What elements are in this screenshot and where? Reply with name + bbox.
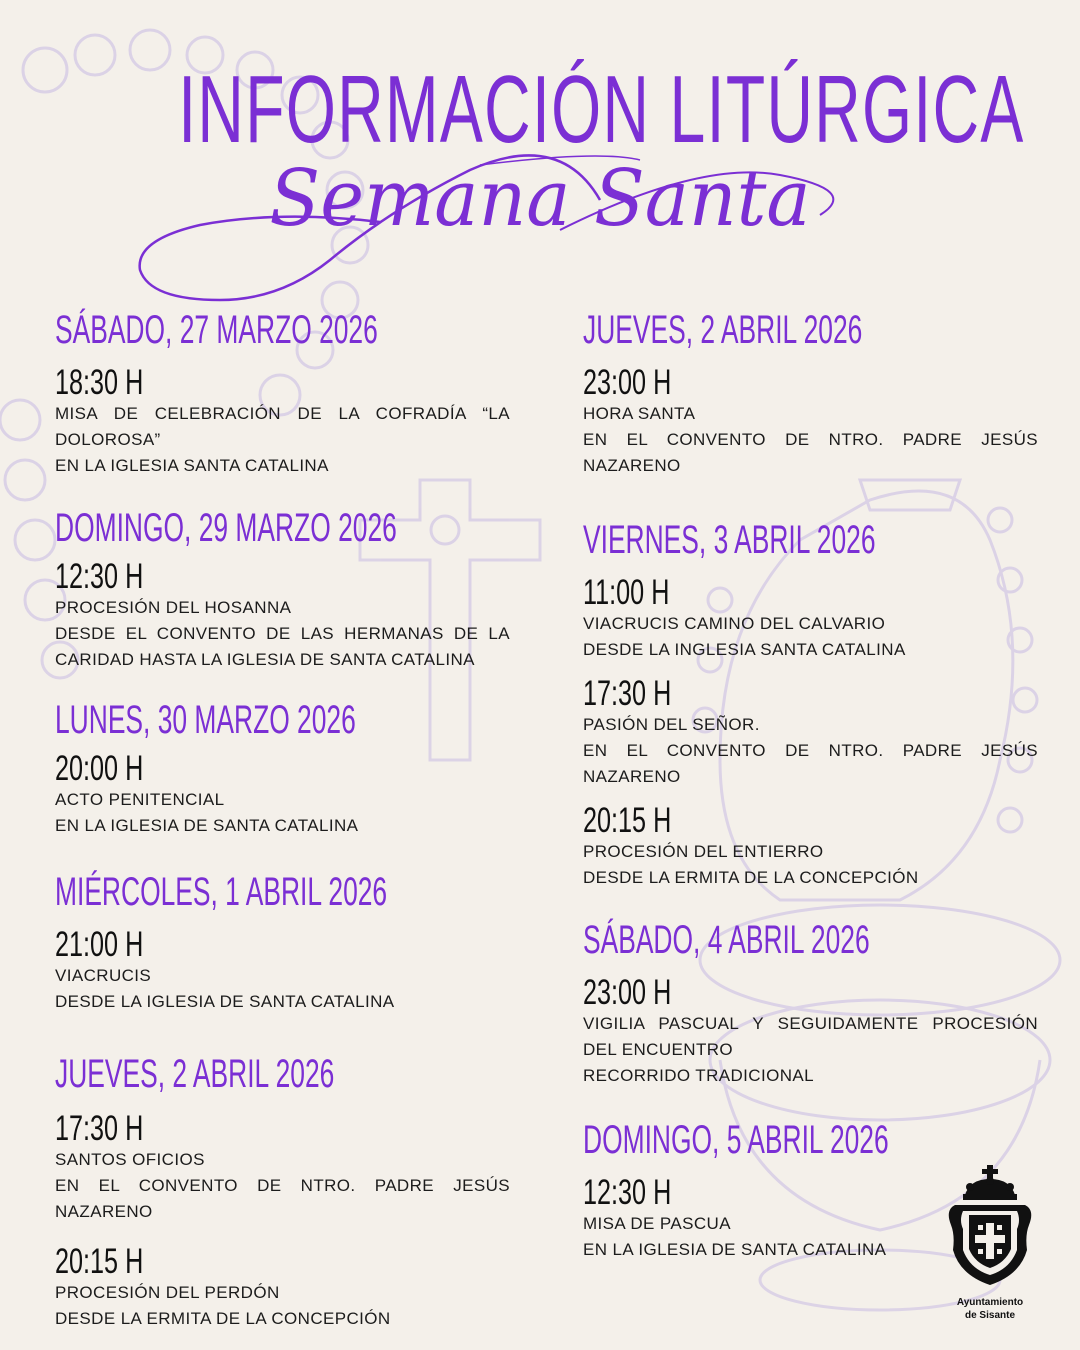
event	[55, 926, 510, 1015]
day-block	[55, 1052, 510, 1332]
event	[55, 1243, 510, 1332]
page-subtitle: Semana Santa	[269, 154, 811, 244]
day-title: DOMINGO, 5 ABRIL 2026	[583, 1118, 889, 1162]
event-location: DESDE EL CONVENTO DE LAS HERMANAS DE LA CARIDAD HASTA LA IGLESIA DE SANTA CATALINA	[55, 624, 510, 669]
event-description: VIACRUCIS CAMINO DEL CALVARIO	[583, 614, 886, 633]
event-time: 23:00 H	[583, 973, 672, 1012]
event-location: EN EL CONVENTO DE NTRO. PADRE JESÚS NAZARENO	[583, 741, 1038, 786]
event-location: EN EL CONVENTO DE NTRO. PADRE JESÚS NAZARENO	[55, 1176, 510, 1221]
event	[583, 574, 1038, 663]
day-block	[583, 308, 1038, 479]
event-time: 20:15 H	[583, 801, 672, 840]
event-location: RECORRIDO TRADICIONAL	[583, 1066, 815, 1085]
day-block	[55, 870, 510, 1015]
event	[55, 558, 510, 673]
event	[55, 364, 510, 479]
event-time: 12:30 H	[55, 557, 144, 596]
event	[55, 750, 510, 839]
event	[583, 675, 1038, 790]
event-time: 17:30 H	[55, 1109, 144, 1148]
day-title: DOMINGO, 29 MARZO 2026	[55, 506, 397, 550]
logo-text-line1: Ayuntamiento	[956, 1297, 1024, 1308]
day-title: JUEVES, 2 ABRIL 2026	[583, 308, 863, 352]
day-title: SÁBADO, 4 ABRIL 2026	[583, 918, 870, 962]
event-description: SANTOS OFICIOS	[55, 1150, 205, 1169]
event-description: MISA DE PASCUA	[583, 1214, 731, 1233]
event-time: 20:00 H	[55, 749, 144, 788]
day-title: VIERNES, 3 ABRIL 2026	[583, 518, 876, 562]
event	[55, 1110, 510, 1225]
logo-text-line2: de Sisante	[964, 1310, 1016, 1321]
day-title: MIÉRCOLES, 1 ABRIL 2026	[55, 870, 388, 914]
event-description: VIACRUCIS	[55, 966, 152, 985]
page-title: INFORMACIÓN LITÚRGICA	[178, 56, 1025, 163]
event-description: PASIÓN DEL SEÑOR.	[583, 715, 760, 734]
event-time: 17:30 H	[583, 674, 672, 713]
day-title: SÁBADO, 27 MARZO 2026	[55, 308, 378, 352]
event-time: 12:30 H	[583, 1173, 672, 1212]
day-block	[583, 518, 1038, 891]
event-description: HORA SANTA	[583, 404, 696, 423]
event-location: DESDE LA ERMITA DE LA CONCEPCIÓN	[55, 1309, 391, 1328]
event-location: EN LA IGLESIA DE SANTA CATALINA	[583, 1240, 887, 1259]
town-hall-logo	[945, 1165, 1035, 1325]
event	[583, 802, 1038, 891]
event-time: 11:00 H	[583, 573, 670, 612]
event-description: PROCESIÓN DEL PERDÓN	[55, 1283, 280, 1302]
event-location: EN EL CONVENTO DE NTRO. PADRE JESÚS NAZARENO	[583, 430, 1038, 475]
event-description: PROCESIÓN DEL HOSANNA	[55, 598, 292, 617]
event-time: 23:00 H	[583, 363, 672, 402]
event-time: 20:15 H	[55, 1242, 144, 1281]
event-description: VIGILIA PASCUAL Y SEGUIDAMENTE PROCESIÓN DEL ENCUENTRO	[583, 1014, 1038, 1059]
day-title: LUNES, 30 MARZO 2026	[55, 698, 356, 742]
event-description: PROCESIÓN DEL ENTIERRO	[583, 842, 824, 861]
coat-of-arms-icon	[945, 1165, 1035, 1290]
event-location: DESDE LA INGLESIA SANTA CATALINA	[583, 640, 906, 659]
day-title: JUEVES, 2 ABRIL 2026	[55, 1052, 335, 1096]
day-block	[55, 506, 510, 673]
event	[583, 364, 1038, 479]
event-description: MISA DE CELEBRACIÓN DE LA COFRADÍA “LA DOLOROSA”	[55, 404, 510, 449]
event-description: ACTO PENITENCIAL	[55, 790, 225, 809]
event-location: DESDE LA IGLESIA DE SANTA CATALINA	[55, 992, 395, 1011]
event-location: EN LA IGLESIA DE SANTA CATALINA	[55, 816, 359, 835]
day-block	[55, 698, 510, 839]
event-location: EN LA IGLESIA SANTA CATALINA	[55, 456, 329, 475]
event	[583, 974, 1038, 1089]
event-time: 21:00 H	[55, 925, 144, 964]
event-time: 18:30 H	[55, 363, 144, 402]
event-location: DESDE LA ERMITA DE LA CONCEPCIÓN	[583, 868, 919, 887]
day-block	[583, 918, 1038, 1089]
day-block	[55, 308, 510, 479]
